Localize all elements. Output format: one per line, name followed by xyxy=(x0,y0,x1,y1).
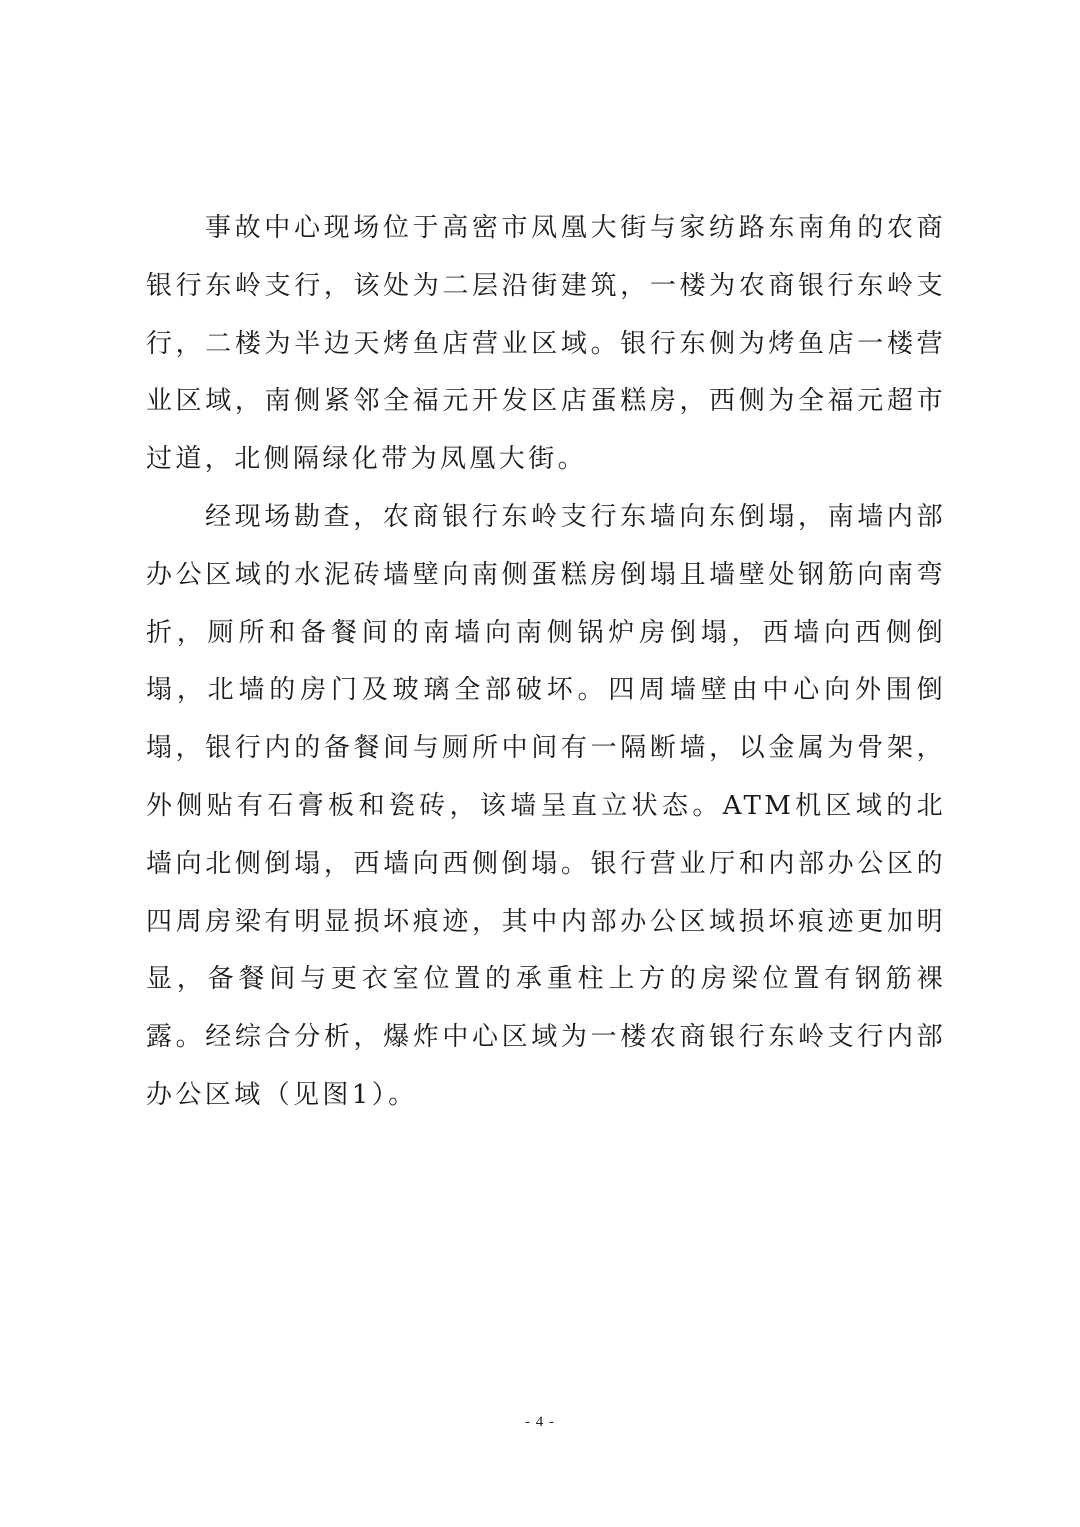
paragraph-2: 经现场勘查，农商银行东岭支行东墙向东倒塌，南墙内部办公区域的水泥砖墙壁向南侧蛋糕房倒塌且墙壁处钢筋向南弯折，厕所和备餐间的南墙向南侧锅炉房倒塌，西墙向西侧倒塌，北墙的房门及玻璃全部破坏。四周墙壁由中心向外围倒塌，银行内的备餐间与厕所中间有一隔断墙，以金属为骨架，外侧贴有石膏板和瓷砖，该墙呈直立状态。ATM机区域的北墙向北侧倒塌，西墙向西侧倒塌。银行营业厅和内部办公区的四周房梁有明显损坏痕迹，其中内部办公区域损坏痕迹更加明显，备餐间与更衣室位置的承重柱上方的房梁位置有钢筋裸露。经综合分析，爆炸中心区域为一楼农商银行东岭支行内部办公区域（见图1）。 xyxy=(146,501,946,1110)
paragraph-1: 事故中心现场位于高密市凤凰大街与家纺路东南角的农商银行东岭支行，该处为二层沿街建筑，一楼为农商银行东岭支行，二楼为半边天烤鱼店营业区域。银行东侧为烤鱼店一楼营业区域，南侧紧邻全福元开发区店蛋糕房，西侧为全福元超市过道，北侧隔绿化带为凤凰大街。 xyxy=(146,213,946,475)
page-number: - 4 - xyxy=(525,1414,555,1430)
body-text xyxy=(146,200,946,1125)
